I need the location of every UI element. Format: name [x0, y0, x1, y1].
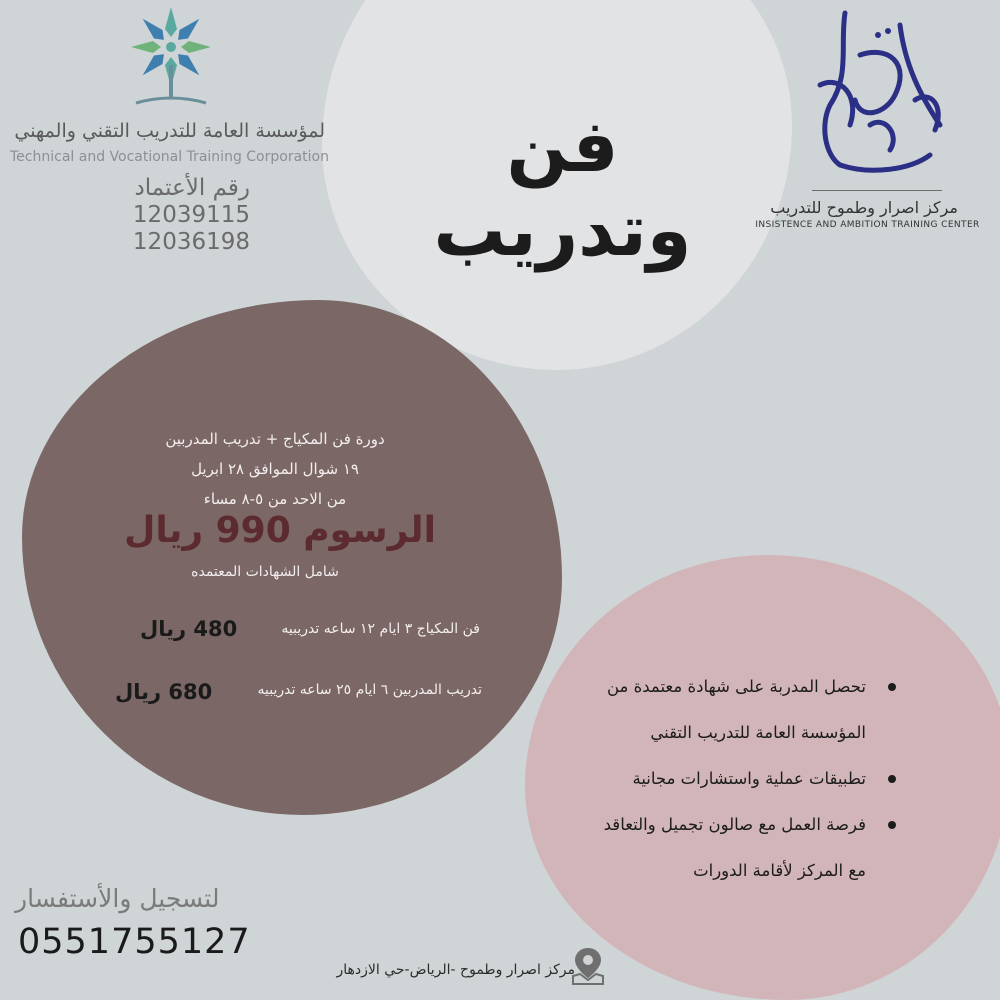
center-name-en: INSISTENCE AND AMBITION TRAINING CENTER	[755, 220, 980, 230]
phone-number[interactable]: 0551755127	[18, 922, 251, 962]
course-name: دورة فن المكياج + تدريب المدربين	[165, 430, 385, 448]
tvtc-star-logo-icon	[126, 5, 216, 110]
course-item-price: 680 ريال	[115, 680, 213, 704]
benefits-list	[575, 664, 900, 894]
list-item: فرصة العمل مع صالون تجميل والتعاقد	[575, 802, 900, 848]
course-blob-bg	[22, 300, 562, 815]
course-item-price: 480 ريال	[140, 617, 238, 641]
list-item: تطبيقات عملية واستشارات مجانية	[575, 756, 900, 802]
accreditation-block	[80, 175, 250, 256]
course-includes: شامل الشهادات المعتمده	[191, 564, 339, 580]
tvtc-name-en: Technical and Vocational Training Corporation	[10, 149, 329, 165]
accreditation-number: 12039115	[132, 202, 250, 228]
course-time: من الاحد من ٥-٨ مساء	[203, 490, 347, 508]
course-date: ١٩ شوال الموافق ٢٨ ابريل	[191, 460, 359, 478]
address-text: مركز اصرار وطموح -الرياض-حي الازدهار	[336, 962, 575, 978]
logo-divider	[812, 190, 942, 191]
center-name-ar: مركز اصرار وطموح للتدريب	[770, 198, 958, 217]
accreditation-label: رقم الأعتماد	[134, 175, 250, 201]
calligraphy-logo-icon	[800, 5, 960, 185]
list-item: المؤسسة العامة للتدريب التقني	[650, 723, 866, 742]
course-fees: الرسوم 990 ريال	[124, 510, 436, 551]
accreditation-number: 12036198	[132, 229, 250, 255]
tvtc-name-ar: لمؤسسة العامة للتدريب التقني والمهني	[14, 120, 325, 142]
registration-label: لتسجيل والأستفسار	[15, 884, 220, 913]
page-title: فن وتدريب	[433, 104, 692, 272]
list-item: مع المركز لأقامة الدورات	[693, 861, 866, 880]
location-pin-icon	[570, 946, 606, 986]
course-item-text: تدريب المدربين ٦ ايام ٢٥ ساعه تدريبيه	[257, 682, 482, 698]
list-item: تحصل المدربة على شهادة معتمدة من	[575, 664, 900, 710]
course-item-text: فن المكياج ٣ ايام ١٢ ساعه تدريبيه	[281, 621, 480, 637]
